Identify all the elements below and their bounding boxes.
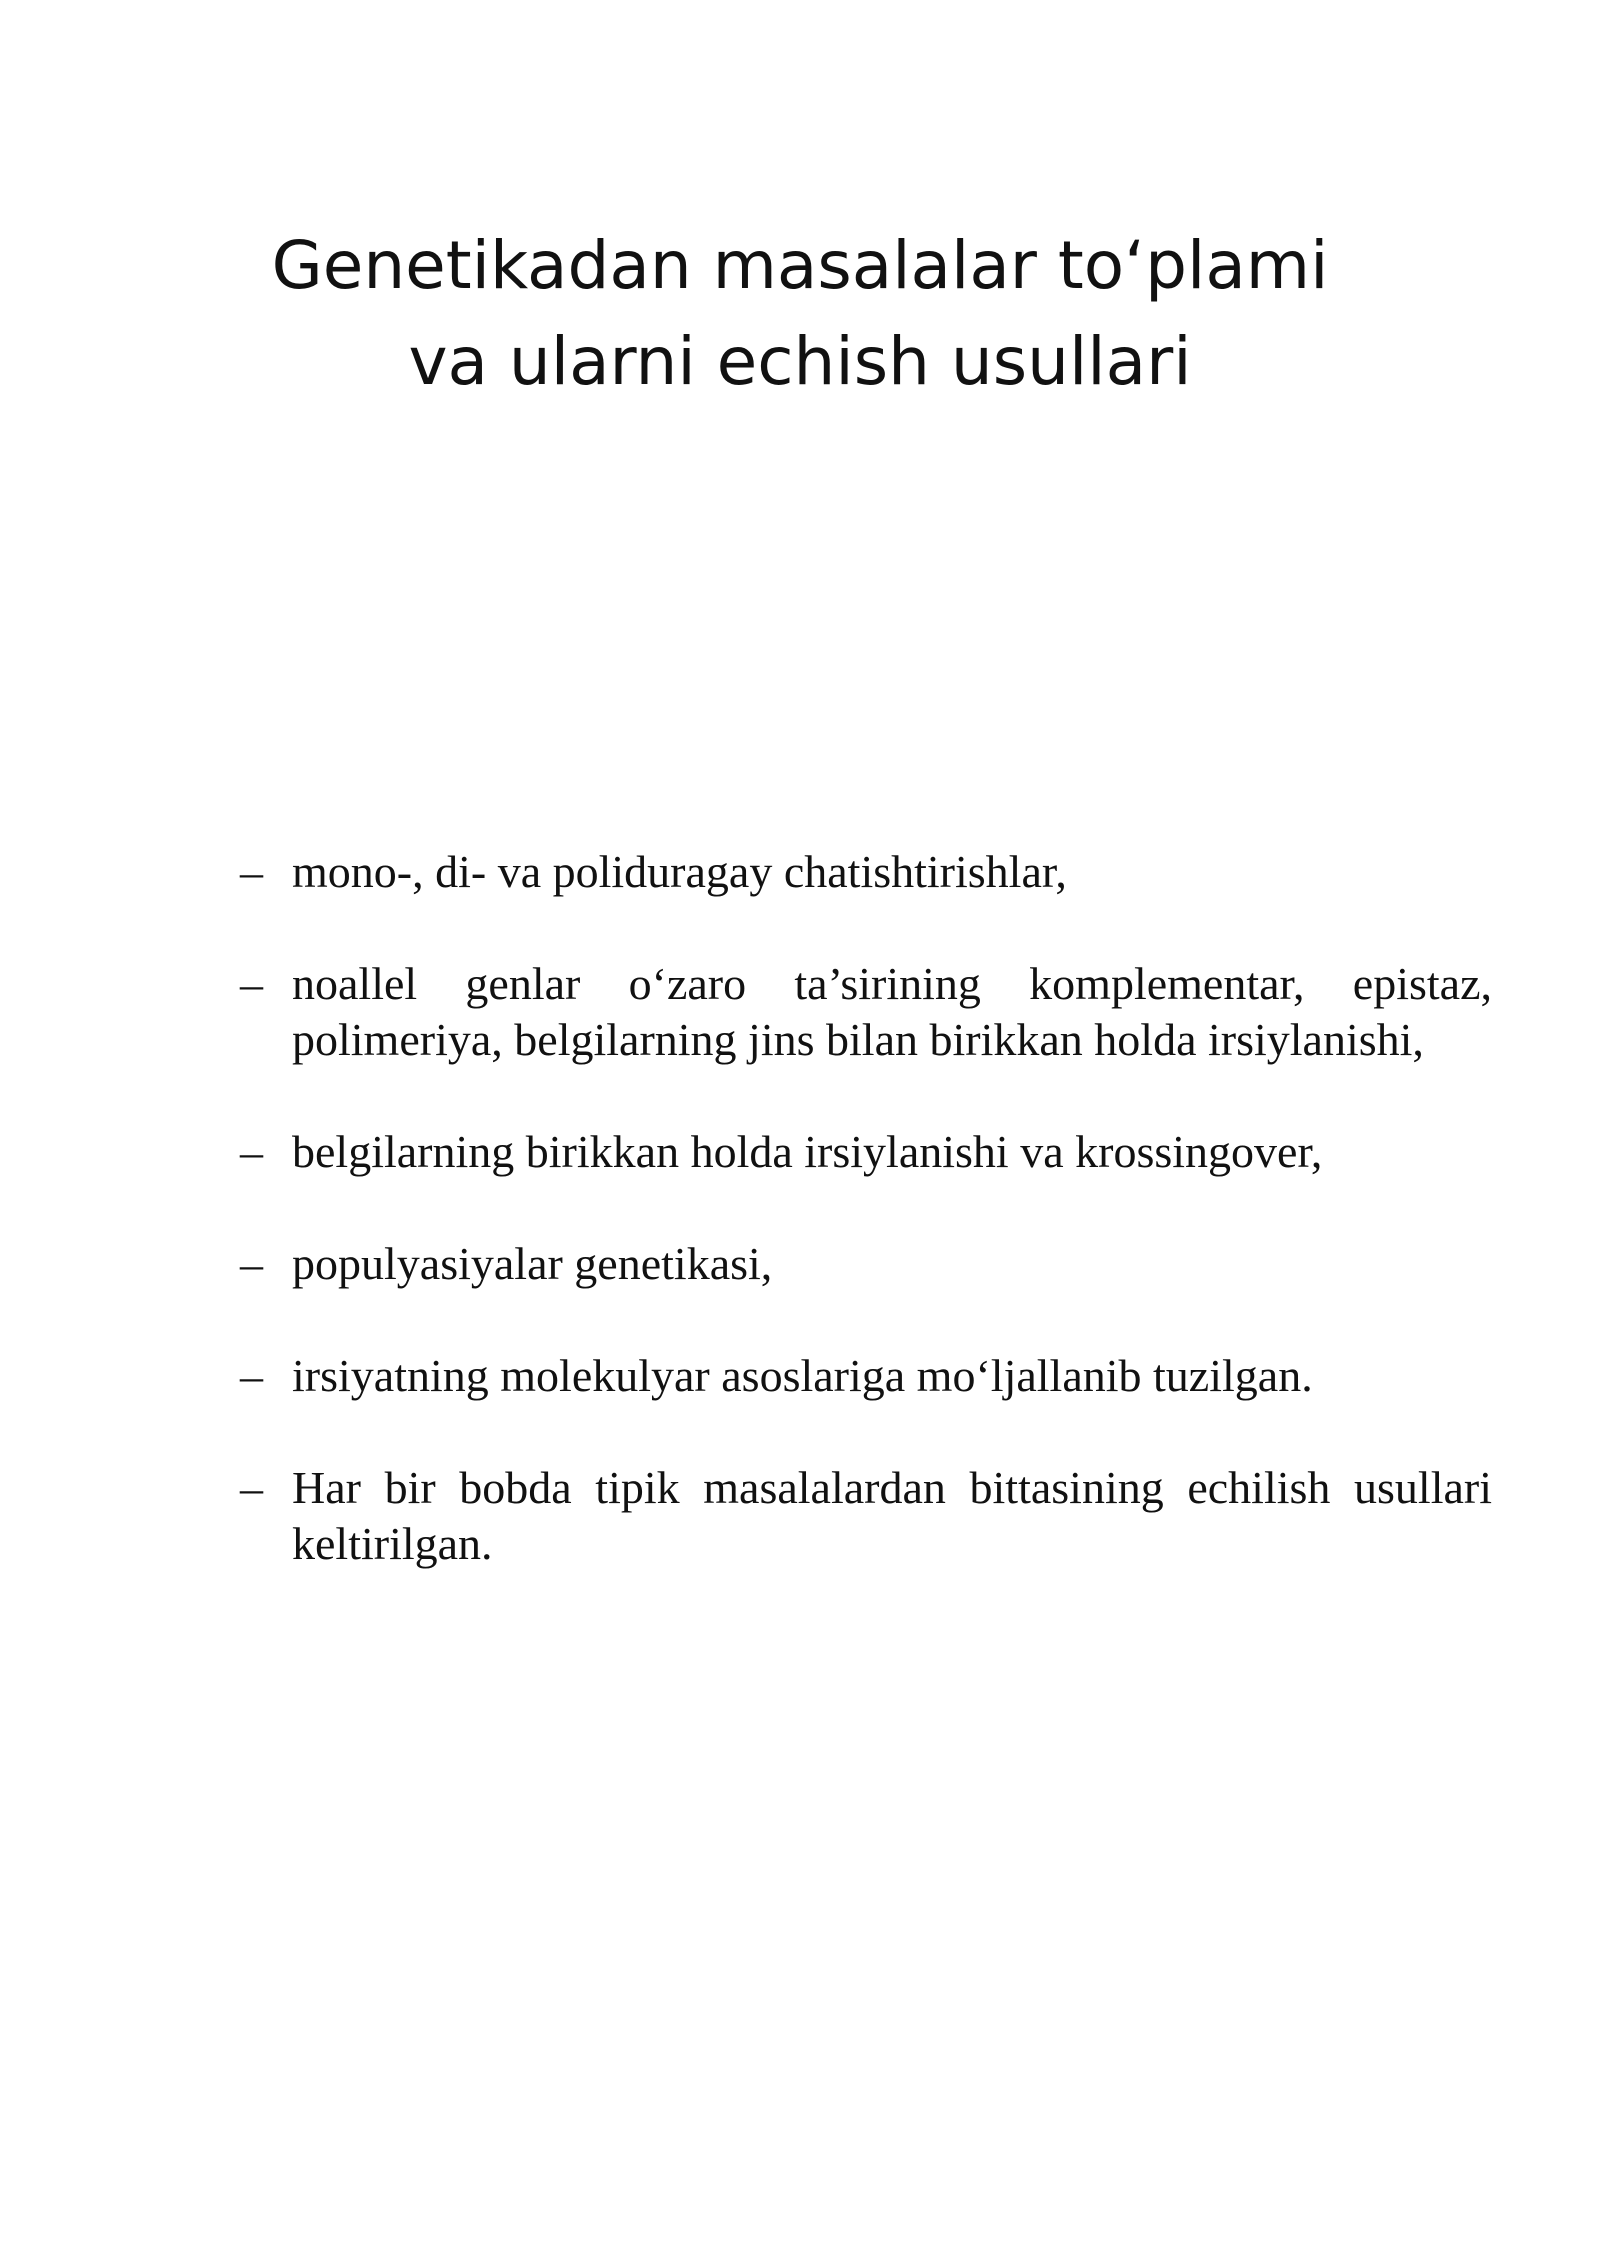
list-item: [240, 1236, 1492, 1292]
list-item: [240, 1460, 1492, 1572]
list-item: [240, 956, 1492, 1068]
list-item-text: Har bir bobda tipik masalalardan bittasining echilish usullari keltirilgan.: [292, 1462, 1492, 1569]
title-line-2: va ularni echish usullari: [408, 323, 1192, 400]
dash-bullet-icon: –: [240, 1462, 263, 1513]
page-title: [0, 218, 1600, 410]
list-item-text: irsiyatning molekulyar asoslariga mo‘ljallanib tuzilgan.: [292, 1350, 1313, 1401]
list-item-text: belgilarning birikkan holda irsiylanishi va krossingover,: [292, 1126, 1323, 1177]
dash-bullet-icon: –: [240, 958, 263, 1009]
list-item-text: mono-, di- va poliduragay chatishtirishlar,: [292, 846, 1067, 897]
dash-bullet-icon: –: [240, 846, 263, 897]
title-line-1: Genetikadan masalalar to‘plami: [271, 227, 1329, 304]
dash-bullet-icon: –: [240, 1238, 263, 1289]
list-item-text: noallel genlar o‘zaro ta’sirining komplementar, epistaz, polimeriya, belgilarning jins bilan birikkan holda irsiylanishi,: [292, 958, 1492, 1065]
list-item-text: populyasiyalar genetikasi,: [292, 1238, 773, 1289]
list-item: [240, 1348, 1492, 1404]
dash-bullet-icon: –: [240, 1126, 263, 1177]
topic-list: [240, 844, 1492, 1628]
list-item: [240, 844, 1492, 900]
list-item: [240, 1124, 1492, 1180]
dash-bullet-icon: –: [240, 1350, 263, 1401]
